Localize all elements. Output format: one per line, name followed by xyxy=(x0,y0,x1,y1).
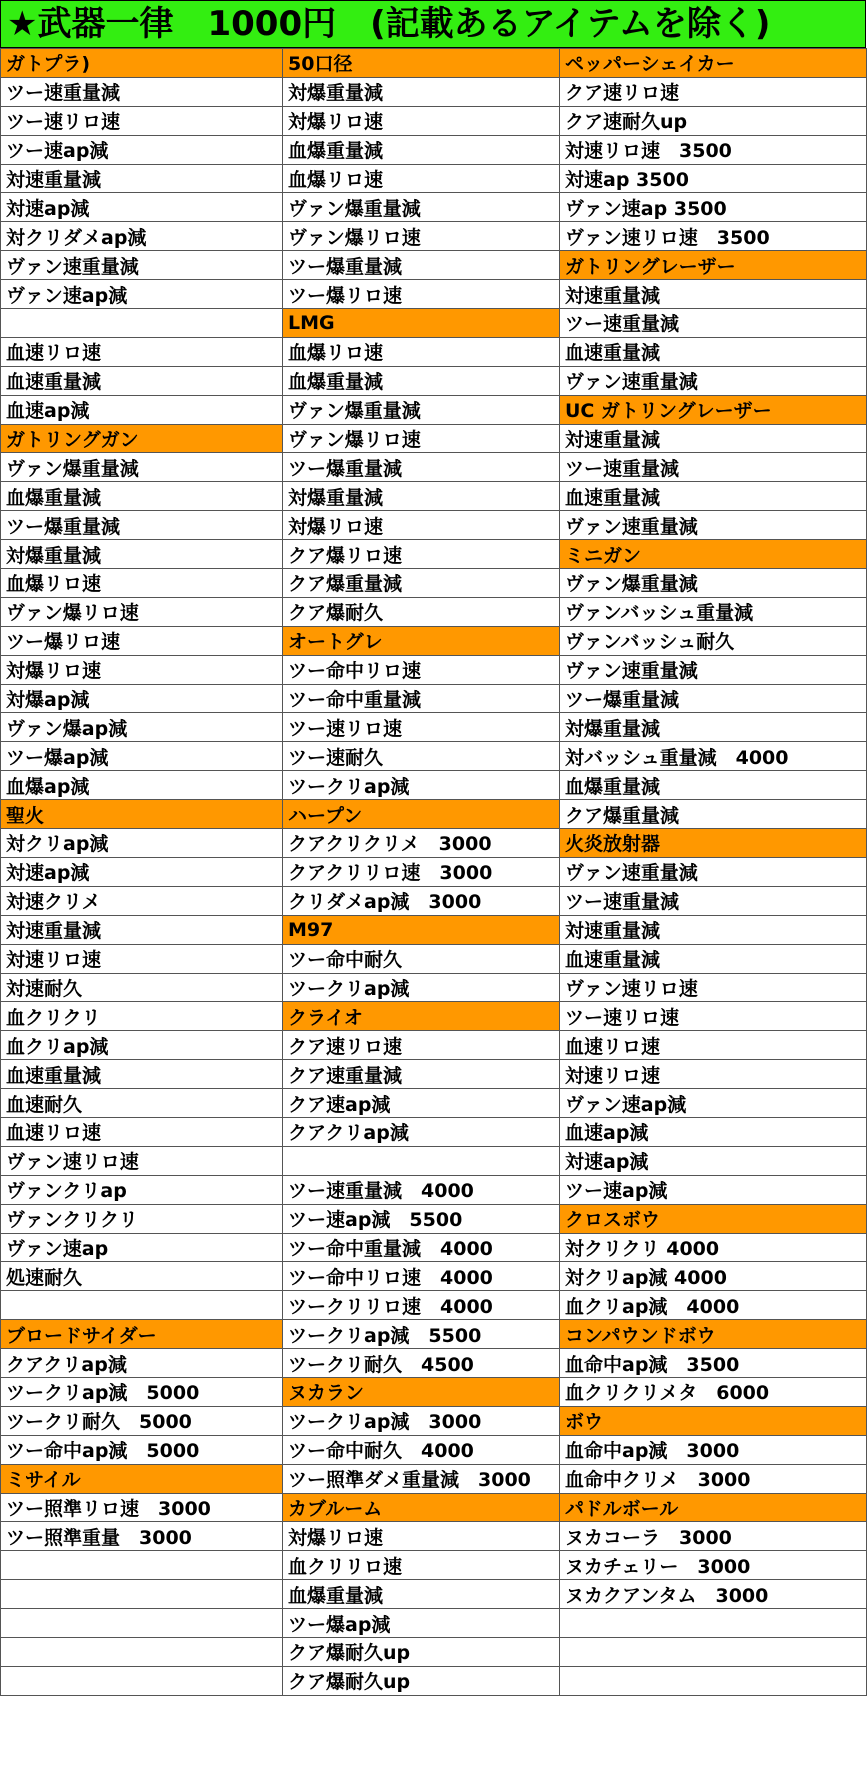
item-cell: クア爆耐久up xyxy=(283,1666,560,1695)
item-cell: ツー爆ap減 xyxy=(1,742,283,771)
table-row xyxy=(1,540,867,569)
item-cell: 血クリap減 4000 xyxy=(560,1291,867,1320)
table-row xyxy=(1,1175,867,1204)
item-cell: 血速重量減 xyxy=(560,337,867,366)
item-cell: ヴァン爆重量減 xyxy=(1,453,283,482)
item-cell xyxy=(560,1609,867,1638)
table-row xyxy=(1,366,867,395)
weapon-header-cell: ミサイル xyxy=(1,1464,283,1493)
item-cell: 対爆リロ速 xyxy=(283,1522,560,1551)
item-cell xyxy=(1,1291,283,1320)
table-row xyxy=(1,1551,867,1580)
item-cell: クア速リロ速 xyxy=(283,1031,560,1060)
item-cell: 血速重量減 xyxy=(1,366,283,395)
item-cell: 対バッシュ重量減 4000 xyxy=(560,742,867,771)
item-cell: ツー命中ap減 5000 xyxy=(1,1435,283,1464)
table-row xyxy=(1,597,867,626)
item-cell xyxy=(1,1637,283,1666)
item-cell: ヴァン速重量減 xyxy=(560,366,867,395)
weapon-header-cell: クロスボウ xyxy=(560,1204,867,1233)
item-cell: 対速耐久 xyxy=(1,973,283,1002)
item-cell: ヴァン速重量減 xyxy=(560,655,867,684)
item-cell: 対速重量減 xyxy=(560,424,867,453)
weapon-header-cell: LMG xyxy=(283,309,560,338)
item-cell: ツークリ耐久 4500 xyxy=(283,1349,560,1378)
table-row xyxy=(1,1233,867,1262)
item-cell: ツー速リロ速 xyxy=(1,106,283,135)
table-row xyxy=(1,829,867,858)
item-cell: ヴァン速リロ速 xyxy=(560,973,867,1002)
table-row xyxy=(1,1349,867,1378)
item-cell: 対速重量減 xyxy=(1,915,283,944)
table-row xyxy=(1,569,867,598)
weapon-header-cell: ガトプラ) xyxy=(1,49,283,78)
item-cell: 対速リロ速 xyxy=(1,944,283,973)
item-cell: ツークリap減 3000 xyxy=(283,1406,560,1435)
item-cell: 対爆リロ速 xyxy=(1,655,283,684)
item-cell: ヴァンクリap xyxy=(1,1175,283,1204)
table-row xyxy=(1,106,867,135)
weapon-header-cell: 火炎放射器 xyxy=(560,829,867,858)
table-row xyxy=(1,1204,867,1233)
item-cell: 対クリクリ 4000 xyxy=(560,1233,867,1262)
item-cell: クア速リロ速 xyxy=(560,77,867,106)
item-cell: 血爆重量減 xyxy=(283,135,560,164)
item-cell xyxy=(560,1666,867,1695)
item-cell: ツー速ap減 5500 xyxy=(283,1204,560,1233)
table-row xyxy=(1,713,867,742)
item-cell: 対速ap減 xyxy=(560,1146,867,1175)
item-cell: ツー爆重量減 xyxy=(1,511,283,540)
table-row xyxy=(1,626,867,655)
item-cell: ヴァン速ap xyxy=(1,1233,283,1262)
item-cell: クア爆重量減 xyxy=(283,569,560,598)
item-cell: 血爆リロ速 xyxy=(1,569,283,598)
item-cell: ヴァン爆重量減 xyxy=(560,569,867,598)
item-cell: ヌカクアンタム 3000 xyxy=(560,1580,867,1609)
item-cell: 血速耐久 xyxy=(1,1089,283,1118)
table-row xyxy=(1,222,867,251)
item-cell: ツー速重量減 xyxy=(560,886,867,915)
item-cell: ヴァンバッシュ重量減 xyxy=(560,597,867,626)
item-cell: クア速ap減 xyxy=(283,1089,560,1118)
table-row xyxy=(1,1262,867,1291)
table-row xyxy=(1,915,867,944)
table-row xyxy=(1,1522,867,1551)
item-cell: ツー照準重量 3000 xyxy=(1,1522,283,1551)
item-cell: ツー速リロ速 xyxy=(560,1002,867,1031)
item-cell: 血命中ap減 3500 xyxy=(560,1349,867,1378)
weapon-header-cell: 50口径 xyxy=(283,49,560,78)
item-cell: ヴァンバッシュ耐久 xyxy=(560,626,867,655)
table-row xyxy=(1,1060,867,1089)
item-cell: ツークリ耐久 5000 xyxy=(1,1406,283,1435)
item-cell xyxy=(283,1146,560,1175)
sheet-title: ★武器一律 1000円 (記載あるアイテムを除く) xyxy=(0,0,866,48)
table-row xyxy=(1,771,867,800)
item-cell: クアクリクリメ 3000 xyxy=(283,829,560,858)
item-cell: クリダメap減 3000 xyxy=(283,886,560,915)
item-cell: ツー速ap減 xyxy=(560,1175,867,1204)
item-cell: ツー命中重量減 xyxy=(283,684,560,713)
table-row xyxy=(1,77,867,106)
item-cell: ツークリap減 5500 xyxy=(283,1320,560,1349)
table-row xyxy=(1,886,867,915)
weapon-header-cell: UC ガトリングレーザー xyxy=(560,395,867,424)
item-cell: 対速重量減 xyxy=(1,164,283,193)
weapon-header-cell: ボウ xyxy=(560,1406,867,1435)
weapon-header-cell: クライオ xyxy=(283,1002,560,1031)
item-cell: クア爆リロ速 xyxy=(283,540,560,569)
table-row xyxy=(1,1031,867,1060)
weapon-header-cell: ブロードサイダー xyxy=(1,1320,283,1349)
item-cell: 対速重量減 xyxy=(560,280,867,309)
item-cell: ヴァン爆重量減 xyxy=(283,395,560,424)
table-row xyxy=(1,1637,867,1666)
weapon-header-cell: ハープン xyxy=(283,800,560,829)
table-row xyxy=(1,684,867,713)
item-cell: 対クリダメap減 xyxy=(1,222,283,251)
table-row xyxy=(1,1435,867,1464)
item-cell: ヴァン速重量減 xyxy=(560,857,867,886)
item-cell: 血爆重量減 xyxy=(283,366,560,395)
table-row xyxy=(1,1146,867,1175)
table-row xyxy=(1,1493,867,1522)
table-row xyxy=(1,193,867,222)
weapon-header-cell: ペッパーシェイカー xyxy=(560,49,867,78)
table-row xyxy=(1,309,867,338)
item-cell: ツー速ap減 xyxy=(1,135,283,164)
weapon-header-cell: ヌカラン xyxy=(283,1377,560,1406)
item-cell: 対爆重量減 xyxy=(283,77,560,106)
table-row xyxy=(1,280,867,309)
item-cell: ツー爆リロ速 xyxy=(1,626,283,655)
item-cell: ヴァン速重量減 xyxy=(1,251,283,280)
item-cell: 血速リロ速 xyxy=(560,1031,867,1060)
weapon-header-cell: ミニガン xyxy=(560,540,867,569)
table-row xyxy=(1,49,867,78)
item-cell: 血速リロ速 xyxy=(1,337,283,366)
table-row xyxy=(1,655,867,684)
item-cell: 血爆重量減 xyxy=(1,482,283,511)
item-cell: 血爆リロ速 xyxy=(283,164,560,193)
item-cell: クア爆重量減 xyxy=(560,800,867,829)
item-cell: ツー爆重量減 xyxy=(283,453,560,482)
table-row xyxy=(1,1666,867,1695)
price-table xyxy=(0,48,867,1696)
item-cell: ヴァンクリクリ xyxy=(1,1204,283,1233)
item-cell: クア爆耐久 xyxy=(283,597,560,626)
item-cell: 血爆重量減 xyxy=(560,771,867,800)
item-cell xyxy=(1,1609,283,1638)
item-cell: ツー速重量減 4000 xyxy=(283,1175,560,1204)
price-grid xyxy=(0,48,867,1696)
table-row xyxy=(1,1320,867,1349)
table-row xyxy=(1,800,867,829)
item-cell: 対爆リロ速 xyxy=(283,511,560,540)
item-cell: ヴァン速ap減 xyxy=(560,1089,867,1118)
item-cell: クア速耐久up xyxy=(560,106,867,135)
table-row xyxy=(1,395,867,424)
item-cell: 血速ap減 xyxy=(560,1117,867,1146)
item-cell xyxy=(1,1666,283,1695)
table-row xyxy=(1,453,867,482)
item-cell: 血クリap減 xyxy=(1,1031,283,1060)
item-cell: ツー命中リロ速 xyxy=(283,655,560,684)
item-cell: 対速リロ速 xyxy=(560,1060,867,1089)
item-cell: 対クリap減 xyxy=(1,829,283,858)
item-cell: 対速クリメ xyxy=(1,886,283,915)
item-cell: クアクリap減 xyxy=(283,1117,560,1146)
item-cell: 血速ap減 xyxy=(1,395,283,424)
item-cell: 血速重量減 xyxy=(1,1060,283,1089)
item-cell: クアクリap減 xyxy=(1,1349,283,1378)
item-cell: 対速重量減 xyxy=(560,915,867,944)
item-cell: 対速リロ速 3500 xyxy=(560,135,867,164)
item-cell: 血速重量減 xyxy=(560,944,867,973)
item-cell: 血命中ap減 3000 xyxy=(560,1435,867,1464)
item-cell: ツー速重量減 xyxy=(560,453,867,482)
item-cell: クア爆耐久up xyxy=(283,1637,560,1666)
table-row xyxy=(1,1002,867,1031)
item-cell: 対爆リロ速 xyxy=(283,106,560,135)
item-cell: 処速耐久 xyxy=(1,1262,283,1291)
item-cell: ツークリリロ速 4000 xyxy=(283,1291,560,1320)
item-cell: ツー命中耐久 xyxy=(283,944,560,973)
item-cell: ツー爆ap減 xyxy=(283,1609,560,1638)
item-cell: ツー爆重量減 xyxy=(283,251,560,280)
table-row xyxy=(1,1406,867,1435)
table-row xyxy=(1,1117,867,1146)
table-row xyxy=(1,135,867,164)
item-cell: ヴァン速ap 3500 xyxy=(560,193,867,222)
item-cell: 対爆重量減 xyxy=(1,540,283,569)
item-cell xyxy=(1,1551,283,1580)
price-table-body xyxy=(1,49,867,1696)
item-cell: ヴァン爆重量減 xyxy=(283,193,560,222)
item-cell: ヴァン爆ap減 xyxy=(1,713,283,742)
item-cell: ツークリap減 5000 xyxy=(1,1377,283,1406)
item-cell: ヌカチェリー 3000 xyxy=(560,1551,867,1580)
item-cell: ヴァン速ap減 xyxy=(1,280,283,309)
item-cell: ツー速重量減 xyxy=(560,309,867,338)
table-row xyxy=(1,1609,867,1638)
weapon-header-cell: M97 xyxy=(283,915,560,944)
item-cell: ツークリap減 xyxy=(283,771,560,800)
item-cell: 血クリクリメタ 6000 xyxy=(560,1377,867,1406)
item-cell: 対爆ap減 xyxy=(1,684,283,713)
item-cell: 対クリap減 4000 xyxy=(560,1262,867,1291)
item-cell: ツー照準リロ速 3000 xyxy=(1,1493,283,1522)
table-row xyxy=(1,857,867,886)
table-row xyxy=(1,1377,867,1406)
item-cell: 血爆ap減 xyxy=(1,771,283,800)
item-cell: ヴァン爆リロ速 xyxy=(283,222,560,251)
item-cell: ヴァン速重量減 xyxy=(560,511,867,540)
item-cell: 血爆リロ速 xyxy=(283,337,560,366)
item-cell: 対爆重量減 xyxy=(283,482,560,511)
table-row xyxy=(1,944,867,973)
item-cell: 血速リロ速 xyxy=(1,1117,283,1146)
item-cell: ツー速リロ速 xyxy=(283,713,560,742)
weapon-header-cell: ガトリングレーザー xyxy=(560,251,867,280)
table-row xyxy=(1,742,867,771)
table-row xyxy=(1,1089,867,1118)
item-cell: 血クリリロ速 xyxy=(283,1551,560,1580)
item-cell: 対速ap 3500 xyxy=(560,164,867,193)
table-row xyxy=(1,1291,867,1320)
item-cell: ヴァン速リロ速 3500 xyxy=(560,222,867,251)
item-cell: ツー命中耐久 4000 xyxy=(283,1435,560,1464)
item-cell: 血速重量減 xyxy=(560,482,867,511)
table-row xyxy=(1,511,867,540)
weapon-header-cell: 聖火 xyxy=(1,800,283,829)
item-cell: ツークリap減 xyxy=(283,973,560,1002)
weapon-header-cell: パドルボール xyxy=(560,1493,867,1522)
item-cell: ツー命中重量減 4000 xyxy=(283,1233,560,1262)
table-row xyxy=(1,251,867,280)
item-cell: ツー速耐久 xyxy=(283,742,560,771)
table-row xyxy=(1,424,867,453)
item-cell: 対速ap減 xyxy=(1,857,283,886)
table-row xyxy=(1,1464,867,1493)
item-cell: 血爆重量減 xyxy=(283,1580,560,1609)
table-row xyxy=(1,164,867,193)
item-cell: ヌカコーラ 3000 xyxy=(560,1522,867,1551)
item-cell: ツー爆重量減 xyxy=(560,684,867,713)
item-cell: ツー照準ダメ重量減 3000 xyxy=(283,1464,560,1493)
table-row xyxy=(1,973,867,1002)
table-row xyxy=(1,1580,867,1609)
item-cell xyxy=(560,1637,867,1666)
item-cell: ヴァン爆リロ速 xyxy=(283,424,560,453)
weapon-header-cell: コンパウンドボウ xyxy=(560,1320,867,1349)
table-row xyxy=(1,337,867,366)
item-cell: ツー命中リロ速 4000 xyxy=(283,1262,560,1291)
item-cell: クア速重量減 xyxy=(283,1060,560,1089)
weapon-header-cell: オートグレ xyxy=(283,626,560,655)
item-cell xyxy=(1,309,283,338)
item-cell: 対速ap減 xyxy=(1,193,283,222)
item-cell: ヴァン爆リロ速 xyxy=(1,597,283,626)
weapon-header-cell: ガトリングガン xyxy=(1,424,283,453)
item-cell: 血クリクリ xyxy=(1,1002,283,1031)
item-cell: 対爆重量減 xyxy=(560,713,867,742)
item-cell: クアクリリロ速 3000 xyxy=(283,857,560,886)
weapon-header-cell: カブルーム xyxy=(283,1493,560,1522)
item-cell: ヴァン速リロ速 xyxy=(1,1146,283,1175)
item-cell: ツー爆リロ速 xyxy=(283,280,560,309)
table-row xyxy=(1,482,867,511)
item-cell xyxy=(1,1580,283,1609)
item-cell: ツー速重量減 xyxy=(1,77,283,106)
item-cell: 血命中クリメ 3000 xyxy=(560,1464,867,1493)
